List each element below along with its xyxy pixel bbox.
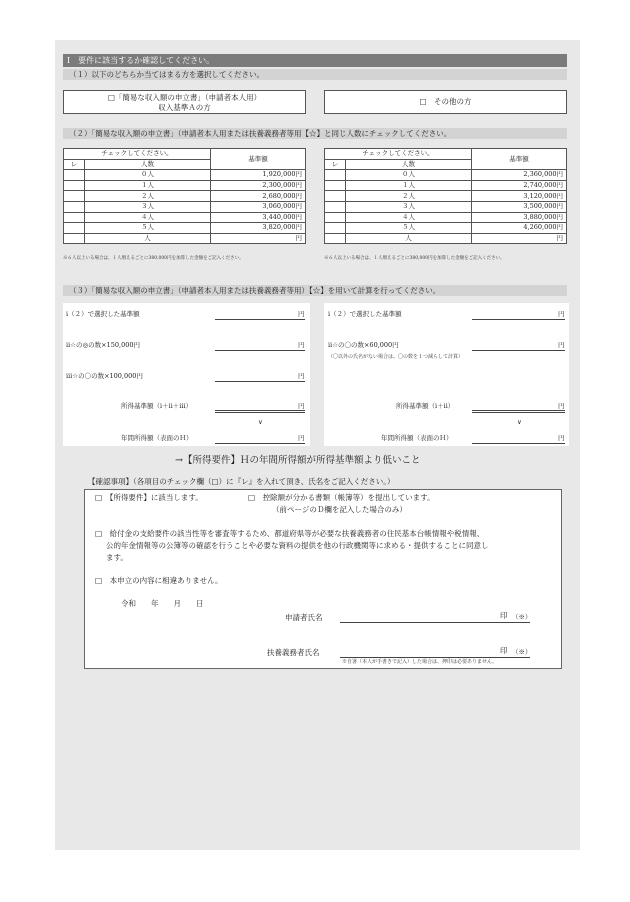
option-a-line1: □「簡易な収入額の申立書」（申請者本人用）	[107, 93, 262, 102]
calc-left-annual-field[interactable]	[215, 431, 305, 444]
calc-right-ii-note: （〇以外の氏名がない場合は、〇の数を１つ減らして計算）	[328, 354, 464, 360]
count-cell: ５人	[346, 223, 472, 234]
count-cell: ５人	[85, 223, 211, 234]
calc-right-total-field[interactable]	[472, 399, 565, 413]
amount-cell: 2,360,000円	[472, 170, 567, 181]
check-cell[interactable]	[64, 180, 85, 191]
table-row	[64, 170, 306, 181]
count-cell: ４人	[346, 212, 472, 223]
calc-right-ii-field[interactable]	[472, 338, 565, 351]
table-row	[325, 201, 567, 212]
yen-unit: 円	[558, 434, 565, 442]
amount-cell: 3,880,000円	[472, 212, 567, 223]
calc-left-iii-field[interactable]	[215, 369, 305, 382]
calc-right-i: ⅰ（２）で選択した基準額	[328, 310, 402, 318]
amount-cell: 3,060,000円	[211, 201, 306, 212]
calc-right-total: 所得基準額（ⅰ＋ⅱ）	[396, 402, 455, 410]
confirm-item-documents[interactable]: □ 控除額が分かる書類（帳簿等）を提出しています。	[248, 493, 435, 502]
table-row	[64, 191, 306, 202]
amount-cell: 円	[211, 233, 306, 244]
count-cell: ０人	[85, 170, 211, 181]
table-header-check: チェックしてください。	[64, 149, 211, 160]
seal-label: 印	[500, 611, 508, 620]
check-cell[interactable]	[325, 233, 346, 244]
amount-cell: 3,440,000円	[211, 212, 306, 223]
table-header-count: 人数	[85, 159, 211, 170]
amount-cell: 2,680,000円	[211, 191, 306, 202]
section-header: Ⅰ 要件に該当するか確認してください。	[63, 54, 567, 67]
less-than-symbol: ∨	[258, 418, 263, 426]
check-cell[interactable]	[64, 191, 85, 202]
table-header-amount: 基準額	[211, 149, 306, 170]
yen-unit: 円	[298, 341, 305, 349]
amount-cell: 3,120,000円	[472, 191, 567, 202]
q3-label: （３）「簡易な収入額の申立書」（申請者本人用または扶養義務者等用）【☆】を用いて計算を行ってください。	[63, 285, 567, 296]
less-than-symbol: ∨	[517, 418, 522, 426]
amount-cell: 2,300,000円	[211, 180, 306, 191]
check-cell[interactable]	[64, 233, 85, 244]
table-row	[325, 223, 567, 234]
count-cell: ３人	[85, 201, 211, 212]
income-requirement-conclusion: →【所得要件】Ｈの年間所得額が所得基準額より低いこと	[175, 455, 421, 466]
confirm-item-documents-sub: （前ページのＤ欄を記入した場合のみ）	[272, 505, 407, 514]
table-header-amount: 基準額	[472, 149, 567, 170]
table-row	[325, 233, 567, 244]
option-b-label: □ その他の方	[419, 97, 472, 106]
confirm-title: 【確認事項】（各項目のチェック欄（□）に『レ』を入れて頂き、氏名をご記入ください。）	[88, 477, 395, 486]
table-row	[325, 212, 567, 223]
check-cell[interactable]	[325, 212, 346, 223]
yen-unit: 円	[298, 310, 305, 318]
seal-label: 印	[500, 646, 508, 655]
confirm-item-consent-line1[interactable]: □ 給付金の支給要件の該当性等を審査等するため、都道府県等が必要な扶養義務者の住民基本台帳情報や税情報、	[95, 529, 485, 538]
check-cell[interactable]	[325, 201, 346, 212]
check-cell[interactable]	[325, 223, 346, 234]
calc-right-annual: 年間所得額（表面のＨ）	[381, 434, 453, 442]
calc-right-i-field[interactable]	[472, 307, 565, 320]
amount-cell: 2,740,000円	[472, 180, 567, 191]
yen-unit: 円	[298, 372, 305, 380]
yen-unit: 円	[558, 402, 565, 410]
count-cell: １人	[85, 180, 211, 191]
confirm-item-consent-line2: 公的年金情報等の公簿等の確認を行うことや必要な資料の提供を他の行政機関等に求める・提供することに同意し	[106, 541, 489, 550]
table-header-mark: レ	[325, 159, 346, 170]
applicant-name-label: 申請者氏名	[285, 613, 323, 622]
table-row	[325, 180, 567, 191]
calc-left-i-field[interactable]	[215, 307, 305, 320]
table-row	[64, 223, 306, 234]
check-cell[interactable]	[64, 212, 85, 223]
check-cell[interactable]	[64, 201, 85, 212]
calc-left-iii: ⅲ☆の〇の数×100,000円	[66, 372, 143, 380]
check-cell[interactable]	[64, 170, 85, 181]
yen-unit: 円	[298, 402, 305, 410]
calc-left-ii: ⅱ☆の◎の数×150,000円	[66, 341, 140, 349]
confirm-item-income[interactable]: □ 【所得要件】に該当します。	[95, 493, 203, 502]
calc-right-ii: ⅱ☆の〇の数×60,000円	[328, 341, 399, 349]
calc-left-ii-field[interactable]	[215, 338, 305, 351]
table-a-note: ※６人以上いる場合は、１人増えるごとに380,000円を加算した金額をご記入ください。	[63, 256, 244, 261]
amount-cell: 3,820,000円	[211, 223, 306, 234]
option-b-checkbox[interactable]	[324, 90, 567, 114]
option-a-checkbox[interactable]	[63, 90, 306, 114]
option-a-line2: 収入基準Ａの方	[158, 103, 211, 112]
table-row	[64, 212, 306, 223]
table-header-check: チェックしてください。	[325, 149, 472, 160]
supporter-name-label: 扶養義務者氏名	[267, 648, 320, 657]
table-header-mark: レ	[64, 159, 85, 170]
count-cell: ４人	[85, 212, 211, 223]
seal-mark: （※）	[512, 648, 532, 656]
count-cell: ０人	[346, 170, 472, 181]
amount-cell: 3,500,000円	[472, 201, 567, 212]
count-cell: 人	[85, 233, 211, 244]
confirm-item-consent-line3: ます。	[106, 553, 128, 562]
deduction-table-b	[324, 148, 567, 244]
check-cell[interactable]	[64, 223, 85, 234]
calc-left-annual: 年間所得額（表面のＨ）	[121, 434, 193, 442]
q2-label: （２）「簡易な収入額の申立書」（申請者本人用または扶養義務者等用【☆】と同じ人数にチェックしてください。	[63, 128, 567, 139]
check-cell[interactable]	[325, 170, 346, 181]
amount-cell: 1,920,000円	[211, 170, 306, 181]
calc-left-total: 所得基準額（ⅰ＋ⅱ＋ⅲ）	[121, 402, 192, 410]
count-cell: ２人	[346, 191, 472, 202]
count-cell: １人	[346, 180, 472, 191]
amount-cell: 4,260,000円	[472, 223, 567, 234]
count-cell: 人	[346, 233, 472, 244]
calc-panel-right	[324, 303, 569, 446]
calc-left-i: ⅰ（２）で選択した基準額	[66, 310, 140, 318]
seal-mark: （※）	[512, 613, 532, 621]
table-row	[64, 180, 306, 191]
date-field[interactable]: 令和 年 月 日	[121, 599, 204, 608]
deduction-table-a	[63, 148, 306, 244]
yen-unit: 円	[298, 434, 305, 442]
yen-unit: 円	[558, 341, 565, 349]
seal-note: ※自署（本人が手書きで記入）した場合は、押印は必要ありません。	[342, 659, 498, 665]
check-cell[interactable]	[325, 191, 346, 202]
table-b-note: ※６人以上いる場合は、１人増えるごとに380,000円を加算した金額をご記入ください。	[324, 256, 505, 261]
table-row	[64, 233, 306, 244]
table-row	[325, 170, 567, 181]
q1-label: （１）以下のどちらか当てはまる方を選択してください。	[63, 69, 567, 80]
table-row	[64, 201, 306, 212]
check-cell[interactable]	[325, 180, 346, 191]
calc-right-annual-field[interactable]	[472, 431, 565, 444]
count-cell: ３人	[346, 201, 472, 212]
calc-left-total-field[interactable]	[215, 399, 305, 413]
confirm-item-truth[interactable]: □ 本申立の内容に相違ありません。	[95, 576, 223, 585]
table-row	[325, 191, 567, 202]
table-header-count: 人数	[346, 159, 472, 170]
yen-unit: 円	[558, 310, 565, 318]
count-cell: ２人	[85, 191, 211, 202]
amount-cell: 円	[472, 233, 567, 244]
